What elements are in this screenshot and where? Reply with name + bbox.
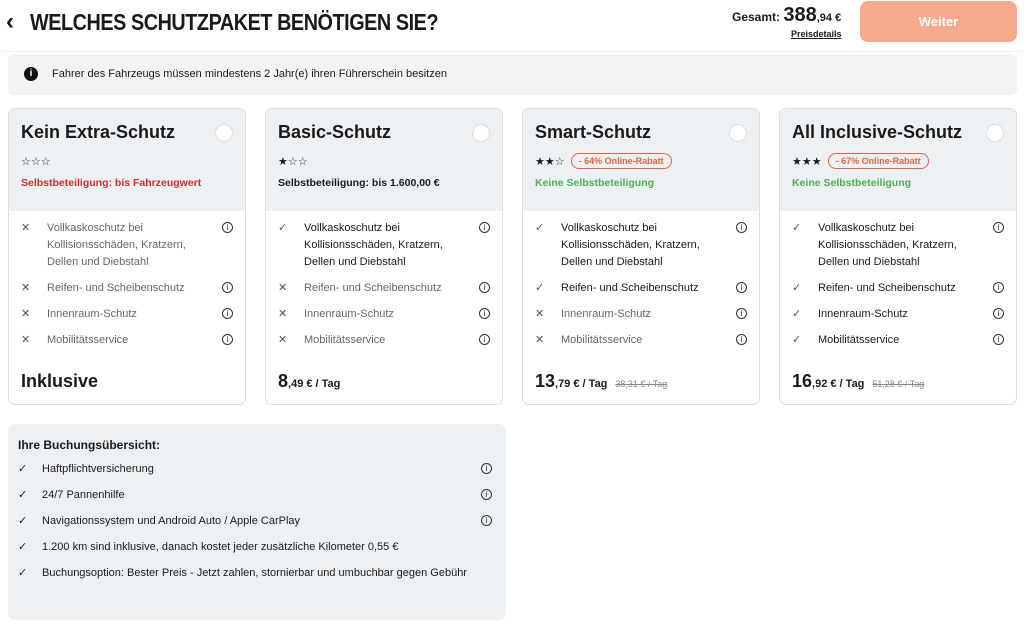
price-rest: ,49 € / Tag — [288, 378, 341, 390]
feature-item — [535, 306, 747, 323]
feature-text: Reifen- und Scheibenschutz — [818, 282, 956, 294]
feature-item — [792, 220, 1004, 271]
info-icon[interactable]: i — [736, 308, 747, 319]
deductible: Keine Selbstbeteiligung — [792, 177, 912, 189]
package-header — [780, 109, 1016, 211]
package-name: All Inclusive-Schutz — [792, 122, 963, 142]
summary-item — [18, 539, 496, 556]
package-radio[interactable] — [472, 124, 490, 142]
feature-text: Reifen- und Scheibenschutz — [304, 282, 442, 294]
price-rest: ,79 € / Tag — [555, 378, 608, 390]
total-cents: ,94 € — [816, 12, 842, 24]
check-icon: ✓ — [792, 222, 802, 234]
feature-item — [21, 280, 233, 297]
cross-icon: ✕ — [21, 282, 31, 294]
feature-text: Innenraum-Schutz — [47, 308, 137, 320]
check-icon: ✓ — [535, 282, 545, 294]
package-card[interactable] — [522, 108, 760, 405]
cross-icon: ✕ — [278, 282, 288, 294]
star-rating: ★☆☆ — [278, 155, 308, 168]
booking-summary — [8, 424, 506, 620]
old-price: 38,31 € / Tag — [615, 379, 668, 389]
feature-text: Vollkaskoschutz bei Kollisionsschäden, Kratzern, Dellen und Diebstahl — [47, 222, 186, 268]
info-icon[interactable]: i — [736, 222, 747, 233]
feature-text: Reifen- und Scheibenschutz — [561, 282, 699, 294]
check-icon: ✓ — [18, 489, 28, 501]
info-icon[interactable]: i — [993, 308, 1004, 319]
feature-item — [278, 280, 490, 297]
package-card[interactable] — [265, 108, 503, 405]
info-icon[interactable]: i — [479, 282, 490, 293]
package-name: Smart-Schutz — [535, 122, 652, 142]
package-card[interactable] — [8, 108, 246, 405]
info-icon[interactable]: i — [993, 282, 1004, 293]
feature-item — [21, 220, 233, 271]
info-icon[interactable]: i — [993, 334, 1004, 345]
license-notice — [8, 54, 1017, 95]
page-title: WELCHES SCHUTZPAKET BENÖTIGEN SIE? — [30, 9, 439, 35]
cross-icon: ✕ — [21, 334, 31, 346]
package-price — [278, 371, 340, 392]
old-price: 51,28 € / Tag — [872, 379, 925, 389]
info-icon[interactable]: i — [222, 334, 233, 345]
feature-item — [21, 332, 233, 349]
chevron-left-icon[interactable]: ‹ — [6, 8, 14, 35]
check-icon: ✓ — [792, 282, 802, 294]
info-icon[interactable]: i — [479, 222, 490, 233]
info-icon[interactable]: i — [736, 282, 747, 293]
package-price — [21, 371, 98, 392]
summary-text: Buchungsoption: Bester Preis - Jetzt zahlen, stornierbar und umbuchbar gegen Gebühr — [42, 567, 467, 579]
cross-icon: ✕ — [535, 334, 545, 346]
info-icon[interactable]: i — [479, 334, 490, 345]
header — [0, 0, 1024, 48]
info-icon[interactable]: i — [481, 489, 492, 500]
summary-text: 24/7 Pannenhilfe — [42, 489, 125, 501]
price-main: Inklusive — [21, 371, 99, 391]
price-main: 16 — [792, 371, 813, 391]
deductible: Keine Selbstbeteiligung — [535, 177, 655, 189]
summary-item — [18, 461, 496, 478]
check-icon: ✓ — [18, 463, 28, 475]
feature-item — [535, 332, 747, 349]
info-icon[interactable]: i — [993, 222, 1004, 233]
cross-icon: ✕ — [535, 308, 545, 320]
package-price — [535, 371, 667, 392]
feature-text: Vollkaskoschutz bei Kollisionsschäden, Kratzern, Dellen und Diebstahl — [561, 222, 700, 268]
star-rating: ★★☆ — [535, 155, 565, 168]
total-main: 388 — [783, 4, 817, 26]
feature-item — [535, 220, 747, 271]
feature-item — [278, 332, 490, 349]
price-details-link[interactable]: Preisdetails — [791, 29, 842, 39]
package-radio[interactable] — [729, 124, 747, 142]
cross-icon: ✕ — [278, 308, 288, 320]
package-radio[interactable] — [215, 124, 233, 142]
summary-item — [18, 513, 496, 530]
feature-item — [278, 220, 490, 271]
summary-text: Haftpflichtversicherung — [42, 463, 154, 475]
package-radio[interactable] — [986, 124, 1004, 142]
package-header — [9, 109, 245, 211]
divider — [0, 51, 1024, 52]
feature-text: Mobilitätsservice — [304, 334, 386, 346]
feature-text: Innenraum-Schutz — [818, 308, 908, 320]
info-icon[interactable]: i — [222, 222, 233, 233]
summary-title: Ihre Buchungsübersicht: — [18, 438, 161, 452]
discount-badge: - 67% Online-Rabatt — [828, 153, 929, 169]
check-icon: ✓ — [535, 222, 545, 234]
check-icon: ✓ — [18, 541, 28, 553]
feature-text: Mobilitätsservice — [818, 334, 900, 346]
star-rating: ☆☆☆ — [21, 155, 51, 168]
discount-badge: - 64% Online-Rabatt — [571, 153, 672, 169]
info-icon[interactable]: i — [481, 515, 492, 526]
price-rest: ,92 € / Tag — [812, 378, 865, 390]
feature-text: Vollkaskoschutz bei Kollisionsschäden, Kratzern, Dellen und Diebstahl — [818, 222, 957, 268]
feature-text: Mobilitätsservice — [561, 334, 643, 346]
summary-item — [18, 565, 496, 582]
cross-icon: ✕ — [278, 334, 288, 346]
price-main: 13 — [535, 371, 556, 391]
deductible: Selbstbeteiligung: bis Fahrzeugwert — [21, 177, 202, 189]
feature-item — [792, 332, 1004, 349]
feature-item — [21, 306, 233, 323]
info-icon: i — [24, 67, 38, 81]
info-icon[interactable]: i — [736, 334, 747, 345]
package-header — [523, 109, 759, 211]
package-card[interactable] — [779, 108, 1017, 405]
feature-text: Innenraum-Schutz — [304, 308, 394, 320]
summary-text: 1.200 km sind inklusive, danach kostet jeder zusätzliche Kilometer 0,55 € — [42, 541, 399, 553]
package-header — [266, 109, 502, 211]
info-icon[interactable]: i — [222, 308, 233, 319]
info-icon[interactable]: i — [222, 282, 233, 293]
notice-text: Fahrer des Fahrzeugs müssen mindestens 2 Jahr(e) ihren Führerschein besitzen — [52, 68, 447, 80]
feature-item — [792, 280, 1004, 297]
check-icon: ✓ — [18, 515, 28, 527]
feature-text: Reifen- und Scheibenschutz — [47, 282, 185, 294]
summary-item — [18, 487, 496, 504]
star-rating: ★★★ — [792, 155, 822, 168]
total-price — [732, 4, 841, 27]
check-icon: ✓ — [792, 334, 802, 346]
package-price — [792, 371, 924, 392]
check-icon: ✓ — [792, 308, 802, 320]
feature-item — [535, 280, 747, 297]
check-icon: ✓ — [278, 222, 288, 234]
continue-button[interactable]: Weiter — [860, 1, 1017, 42]
feature-item — [278, 306, 490, 323]
feature-item — [792, 306, 1004, 323]
info-icon[interactable]: i — [481, 463, 492, 474]
feature-text: Vollkaskoschutz bei Kollisionsschäden, Kratzern, Dellen und Diebstahl — [304, 222, 443, 268]
cross-icon: ✕ — [21, 308, 31, 320]
cross-icon: ✕ — [21, 222, 31, 234]
feature-text: Innenraum-Schutz — [561, 308, 651, 320]
check-icon: ✓ — [18, 567, 28, 579]
package-name: Kein Extra-Schutz — [21, 122, 176, 142]
summary-text: Navigationssystem und Android Auto / Apple CarPlay — [42, 515, 301, 527]
package-name: Basic-Schutz — [278, 122, 392, 142]
price-main: 8 — [278, 371, 289, 391]
total-label: Gesamt: — [732, 10, 781, 24]
info-icon[interactable]: i — [479, 308, 490, 319]
feature-text: Mobilitätsservice — [47, 334, 129, 346]
deductible: Selbstbeteiligung: bis 1.600,00 € — [278, 177, 440, 189]
